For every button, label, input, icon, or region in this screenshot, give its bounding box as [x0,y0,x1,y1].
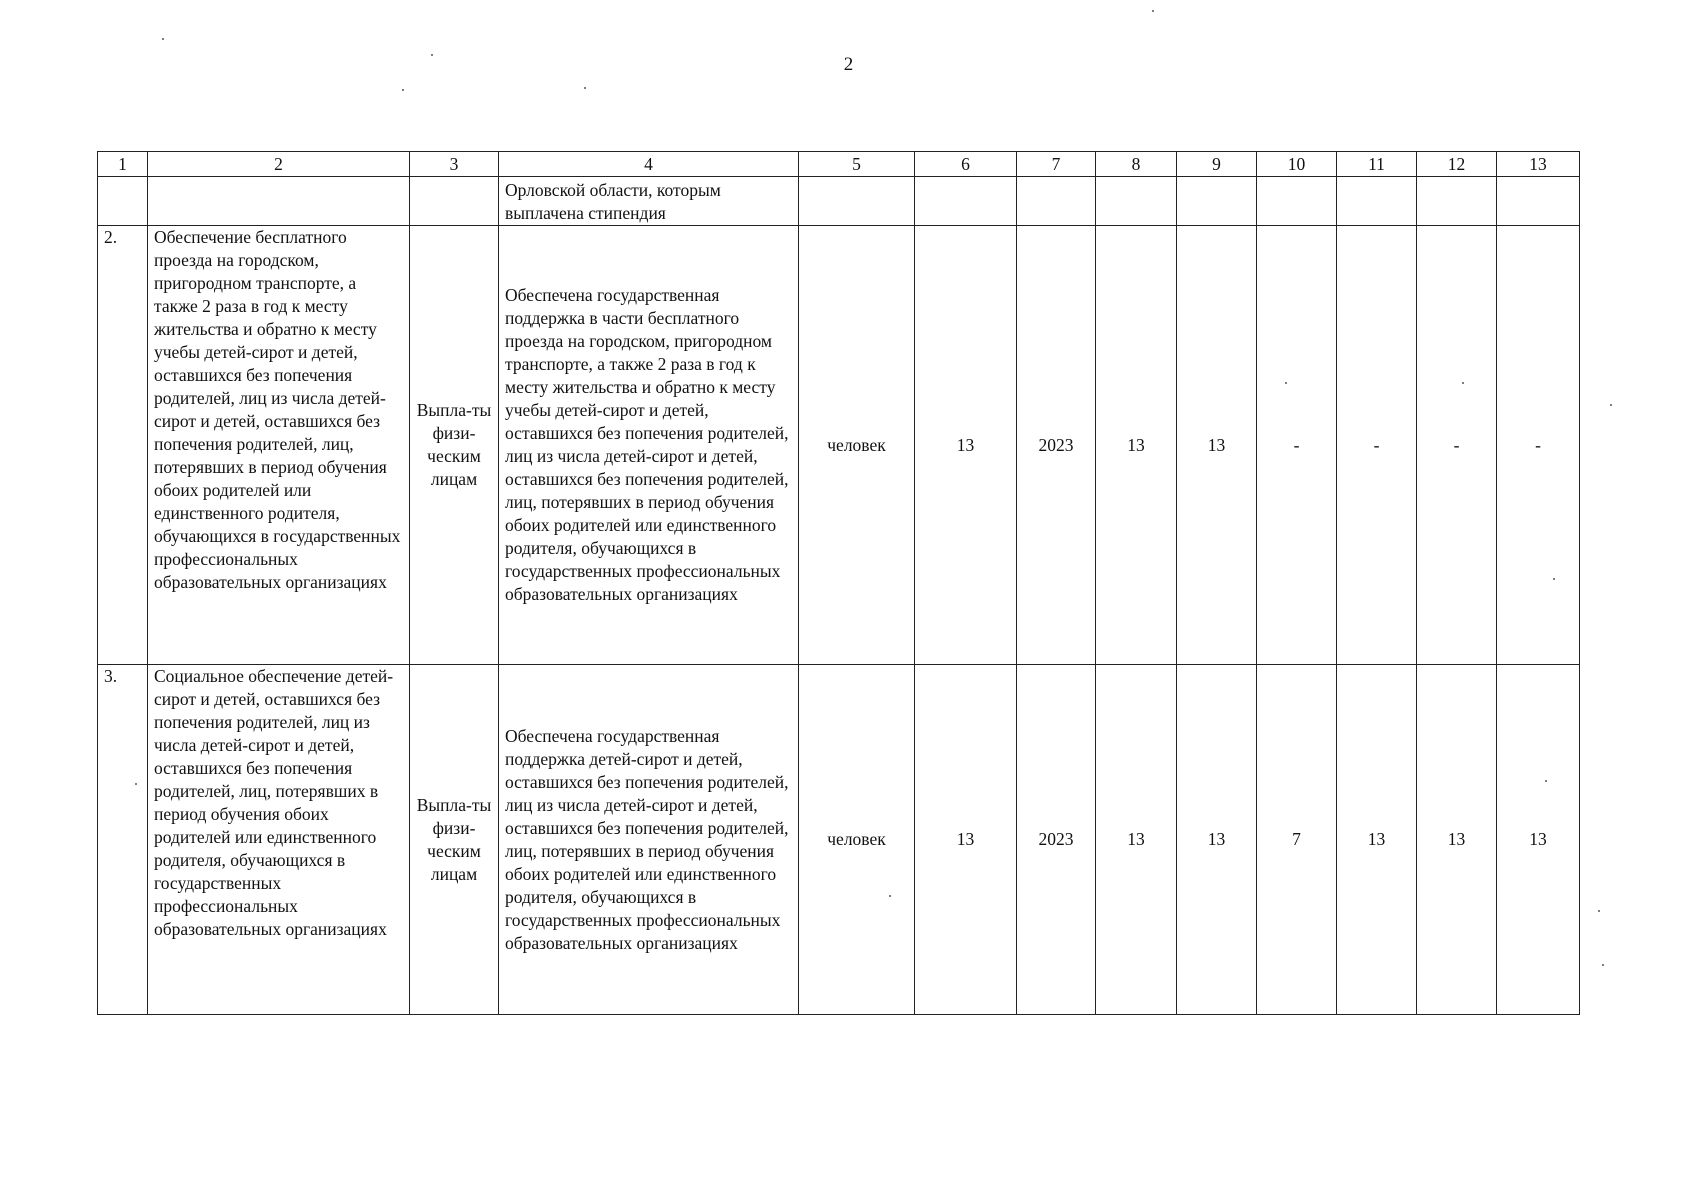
result-cell: Орловской области, которым выплачена стипендия [499,177,799,226]
scan-speck [1545,780,1547,782]
scan-speck [162,38,164,40]
table-cell [410,177,499,226]
scan-speck [584,87,586,89]
scan-speck [431,54,433,56]
result-cell: Обеспечена государственная поддержка детей-сирот и детей, оставшихся без попечения родителей, лиц из числа детей-сирот и детей, оставшихся без попечения родителей, лиц, потерявших в период обучения обоих родителей или единственного родителя, обучающихся в государственных профессиональных образовательных организациях [499,665,799,1015]
year-cell: 2023 [1017,665,1096,1015]
measure-name: Обеспечение бесплатного проезда на городском, пригородном транспорте, а также 2 раза в год к месту жительства и обратно к месту учебы детей-сирот и детей, оставшихся без попечения родителей, лиц из числа детей-сирот и детей, оставшихся без попечения родителей, лиц, потерявших в период обучения обоих родителей или единственного родителя, обучающихся в государственных профессиональных образовательных организациях [148,226,410,665]
page-number: 2 [843,54,854,75]
column-header: 2 [148,152,410,177]
table-cell [1497,177,1580,226]
column-header: 11 [1337,152,1417,177]
measure-type: Выпла-ты физи-ческим лицам [410,226,499,665]
value-cell: 7 [1257,665,1337,1015]
column-header: 8 [1096,152,1177,177]
continuation-row [98,177,1580,226]
column-header: 4 [499,152,799,177]
value-cell: - [1497,226,1580,665]
column-header: 1 [98,152,148,177]
table-cell [148,177,410,226]
measure-type: Выпла-ты физи-ческим лицам [410,665,499,1015]
table-cell [1017,177,1096,226]
table-cell [1417,177,1497,226]
table-cell [915,177,1017,226]
table-row [98,226,1580,665]
value-cell: - [1337,226,1417,665]
value-cell: - [1257,226,1337,665]
table-cell [1096,177,1177,226]
value-cell: - [1417,226,1497,665]
measure-name: Социальное обеспечение детей-сирот и детей, оставшихся без попечения родителей, лиц из числа детей-сирот и детей, оставшихся без попечения родителей, лиц, потерявших в период обучения обоих родителей или единственного родителя, обучающихся в государственных профессиональных образовательных организациях [148,665,410,1015]
value-cell: 13 [1177,226,1257,665]
scan-speck [1553,578,1555,580]
scan-speck [889,895,891,897]
column-header: 10 [1257,152,1337,177]
table-cell [1337,177,1417,226]
table-cell [799,177,915,226]
scan-speck [1285,382,1287,384]
report-table [97,151,1580,1015]
unit-cell: человек [799,226,915,665]
column-header: 7 [1017,152,1096,177]
table-cell [98,177,148,226]
column-header: 6 [915,152,1017,177]
scan-speck [1602,964,1604,966]
scan-speck [1152,10,1154,12]
scan-speck [1610,404,1612,406]
value-cell: 13 [915,226,1017,665]
column-header: 12 [1417,152,1497,177]
table-header-row [98,152,1580,177]
value-cell: 13 [1417,665,1497,1015]
column-header: 3 [410,152,499,177]
unit-cell: человек [799,665,915,1015]
value-cell: 13 [1337,665,1417,1015]
scan-speck [1462,382,1464,384]
year-cell: 2023 [1017,226,1096,665]
value-cell: 13 [1096,665,1177,1015]
column-header: 5 [799,152,915,177]
row-number: 3. [98,665,148,1015]
column-header: 9 [1177,152,1257,177]
value-cell: 13 [1096,226,1177,665]
table-row [98,665,1580,1015]
scan-speck [135,783,137,785]
column-header: 13 [1497,152,1580,177]
scan-speck [402,89,404,91]
value-cell: 13 [1177,665,1257,1015]
row-number: 2. [98,226,148,665]
table-cell [1177,177,1257,226]
result-cell: Обеспечена государственная поддержка в части бесплатного проезда на городском, пригородном транспорте, а также 2 раза в год к месту жительства и обратно к месту учебы детей-сирот и детей, оставшихся без попечения родителей, лиц из числа детей-сирот и детей, оставшихся без попечения родителей, лиц, потерявших в период обучения обоих родителей или единственного родителя, обучающихся в государственных профессиональных образовательных организациях [499,226,799,665]
scan-speck [1598,910,1600,912]
value-cell: 13 [1497,665,1580,1015]
table-cell [1257,177,1337,226]
value-cell: 13 [915,665,1017,1015]
